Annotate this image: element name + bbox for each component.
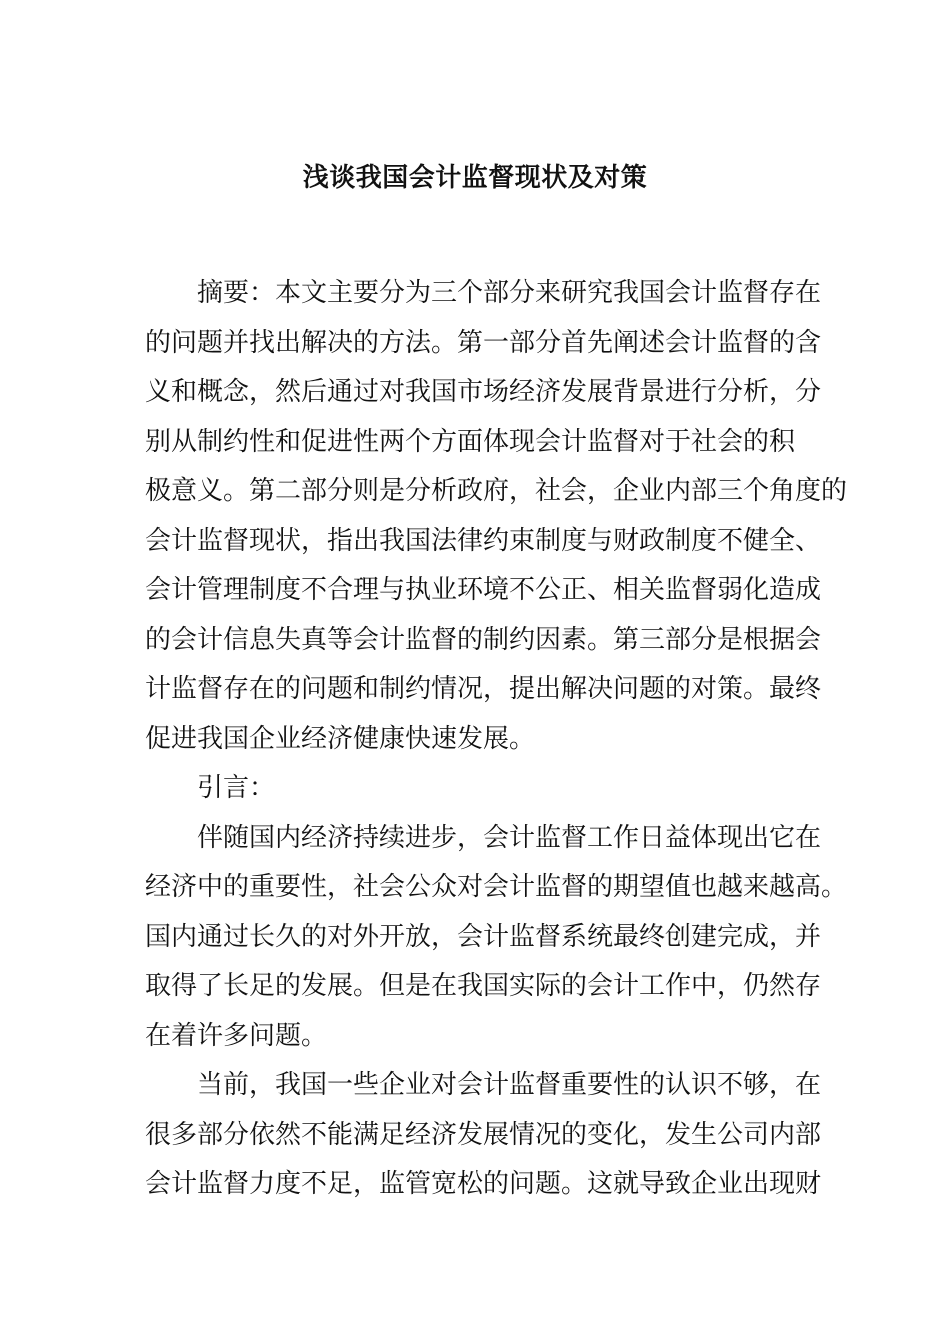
document-body	[145, 269, 848, 1210]
text-line: 摘要：本文主要分为三个部分来研究我国会计监督存在	[197, 278, 822, 308]
text-line: 伴随国内经济持续进步，会计监督工作日益体现出它在	[197, 822, 822, 853]
text-line: 极意义。第二部分则是分析政府，社会，企业内部三个角度的	[145, 476, 848, 506]
section-heading: 引言：	[197, 773, 276, 803]
text-line: 国内通过长久的对外开放，会计监督系统最终创建完成，并	[145, 921, 822, 952]
text-line: 取得了长足的发展。但是在我国实际的会计工作中，仍然存	[145, 971, 822, 1001]
text-line: 促进我国企业经济健康快速发展。	[145, 723, 536, 754]
text-line: 的问题并找出解决的方法。第一部分首先阐述会计监督的含	[145, 327, 822, 358]
text-line: 计监督存在的问题和制约情况，提出解决问题的对策。最终	[145, 674, 822, 704]
text-line: 别从制约性和促进性两个方面体现会计监督对于社会的积	[145, 426, 796, 457]
text-line: 会计监督力度不足，监管宽松的问题。这就导致企业出现财	[145, 1169, 822, 1199]
text-line: 经济中的重要性，社会公众对会计监督的期望值也越来越高。	[145, 872, 848, 902]
text-line: 很多部分依然不能满足经济发展情况的变化，发生公司内部	[145, 1119, 822, 1150]
text-line: 当前，我国一些企业对会计监督重要性的认识不够，在	[197, 1070, 822, 1100]
text-line: 会计监督现状，指出我国法律约束制度与财政制度不健全、	[145, 525, 822, 556]
text-line: 的会计信息失真等会计监督的制约因素。第三部分是根据会	[145, 624, 822, 655]
text-line: 在着许多问题。	[145, 1020, 328, 1051]
document-title: 浅谈我国会计监督现状及对策	[302, 163, 648, 193]
text-line: 义和概念，然后通过对我国市场经济发展背景进行分析，分	[145, 377, 822, 407]
text-line: 会计管理制度不合理与执业环境不公正、相关监督弱化造成	[145, 575, 822, 605]
